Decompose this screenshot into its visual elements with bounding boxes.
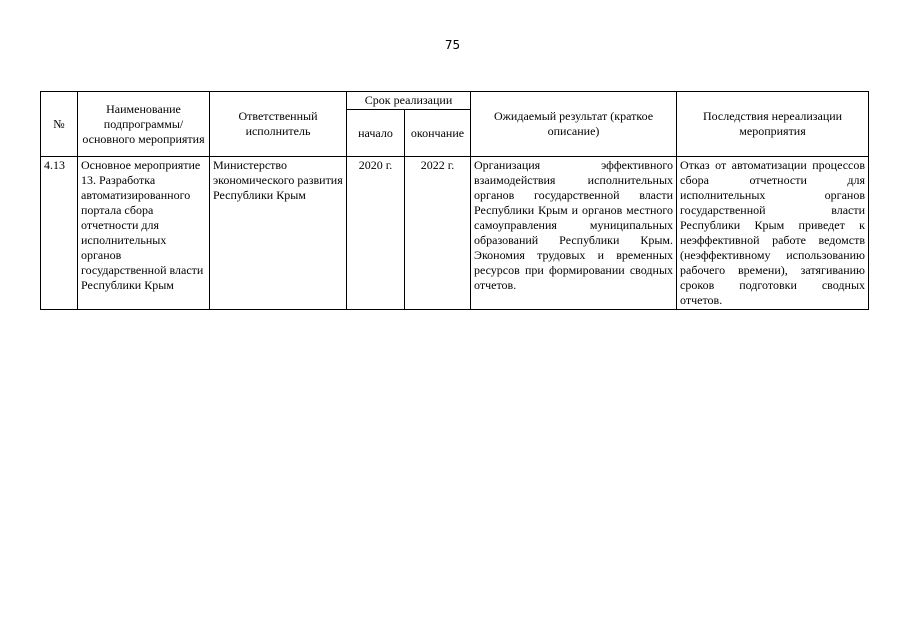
header-start: начало [347, 110, 405, 157]
cell-start: 2020 г. [347, 157, 405, 310]
cell-num: 4.13 [41, 157, 78, 310]
header-result: Ожидаемый результат (краткое описание) [471, 92, 677, 157]
header-end: окончание [405, 110, 471, 157]
header-num: № [41, 92, 78, 157]
cell-name: Основное мероприятие 13. Разработка автоматизированного портала сбора отчетности для исполнительных органов государственной власти Республики Крым [78, 157, 210, 310]
header-row [41, 92, 869, 110]
page-number: 75 [444, 38, 461, 52]
cell-end: 2022 г. [405, 157, 471, 310]
header-responsible: Ответственный исполнитель [210, 92, 347, 157]
cell-consequences: Отказ от автоматизации процессов сбора отчетности для исполнительных органов государственной власти Республики Крым приведет к неэффективной работе ведомств (неэффективному использованию рабочего времени), затягиванию сроков подготовки сводных отчетов. [677, 157, 869, 310]
cell-result: Организация эффективного взаимодействия исполнительных органов государственной власти Республики Крым и органов местного самоуправления муниципальных образований Республики Крым. Экономия трудовых и временных ресурсов при формировании сводных отчетов. [471, 157, 677, 310]
cell-responsible: Министерство экономического развития Республики Крым [210, 157, 347, 310]
header-period: Срок реализации [347, 92, 471, 110]
program-table [40, 91, 869, 310]
table-row [41, 157, 869, 310]
header-consequences: Последствия нереализации мероприятия [677, 92, 869, 157]
header-name: Наименование подпрограммы/ основного мероприятия [78, 92, 210, 157]
